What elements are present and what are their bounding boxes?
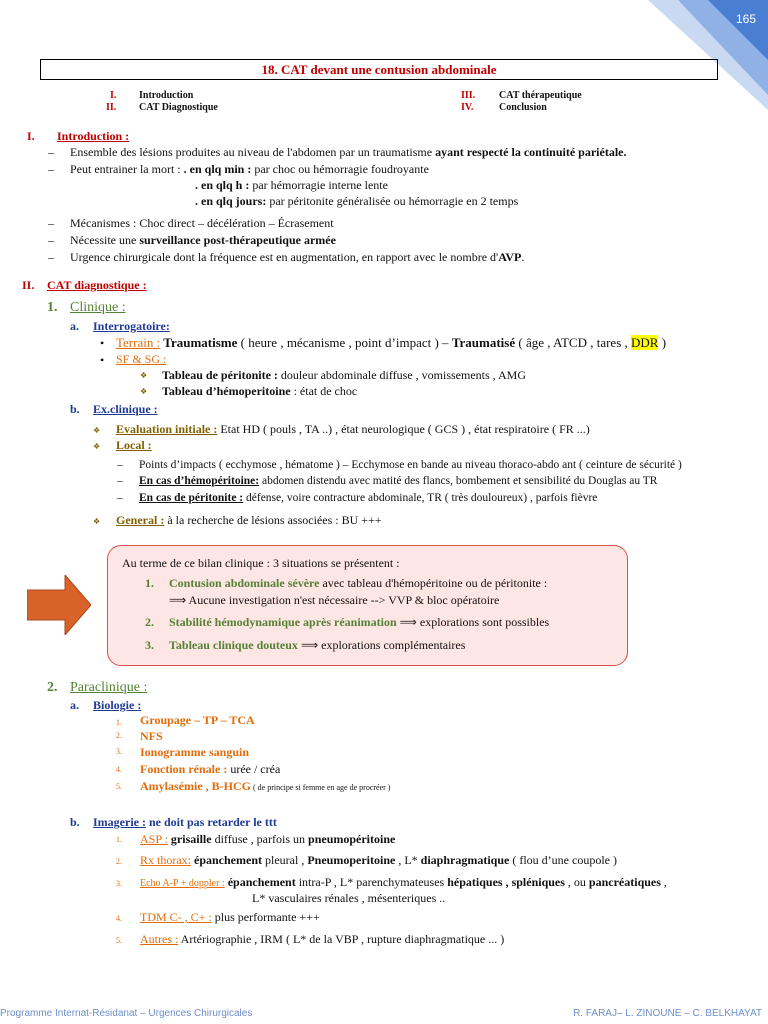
diamond-bullet-icon: ❖ — [93, 517, 101, 526]
local-item: – Points d’impacts ( ecchymose , hématome ) – Ecchymose en bande au niveau thoraco-abdo ant ( ceinture de sécurité ) — [139, 459, 682, 471]
list-num: 2. — [116, 731, 122, 740]
toc-item: Conclusion — [499, 102, 547, 113]
sfsg-label: SF & SG : — [116, 352, 167, 366]
intro-line: – Urgence chirurgicale dont la fréquence est en augmentation, en rapport avec le nombre d'AVP. — [70, 250, 524, 265]
imaging-item-continued: L* vasculaires rénales , mésenteriques .. — [252, 891, 446, 905]
toc-item: Introduction — [139, 90, 194, 101]
bio-item: Groupage – TP – TCA — [140, 713, 255, 727]
imaging-item: Rx thorax: épanchement pleural , Pneumoperitoine , L* diaphragmatique ( flou d’une coupole ) — [140, 853, 617, 867]
toc-num: I. — [110, 90, 117, 101]
bio-item: Amylasémie , B-HCG ( de principe si femme en age de procréer ) — [140, 779, 391, 793]
list-num: 5. — [116, 782, 122, 791]
page-title: 18. CAT devant une contusion abdominale — [40, 59, 718, 80]
item-letter: a. — [70, 698, 79, 712]
toc-num: II. — [106, 102, 117, 113]
callout-num: 1. — [145, 576, 154, 590]
sfsg-item: Tableau de péritonite : douleur abdominale diffuse , vomissements , AMG — [162, 368, 526, 382]
toc-item: CAT thérapeutique — [499, 90, 582, 101]
section-heading: CAT diagnostique : — [47, 278, 147, 292]
bio-item: NFS — [140, 729, 163, 743]
callout-num: 2. — [145, 615, 154, 629]
intro-line: – Peut entrainer la mort : . en qlq min : par choc ou hémorragie foudroyante — [70, 162, 429, 177]
diamond-bullet-icon: ❖ — [93, 426, 101, 435]
local-item: – En cas de péritonite : défense, voire contracture abdominale, TR ( très douloureux) , parfois fièvre — [139, 492, 597, 504]
callout-num: 3. — [145, 638, 154, 652]
item-letter: a. — [70, 319, 79, 333]
bullet-icon: • — [100, 353, 105, 367]
local-label: Local : — [116, 438, 152, 452]
subsection-heading: Paraclinique : — [70, 680, 148, 695]
page-number: 165 — [735, 12, 756, 26]
section-heading: Introduction : — [57, 129, 130, 143]
item-letter: b. — [70, 402, 80, 416]
section-num: I. — [27, 129, 35, 143]
list-num: 5. — [116, 936, 122, 945]
footer-left: Programme Internat-Résidanat – Urgences Chirurgicales — [0, 1008, 253, 1019]
footer-right: R. FARAJ– L. ZINOUNE – C. BELKHAYAT — [573, 1008, 762, 1019]
item-heading: Biologie : — [93, 698, 142, 712]
item-heading: Imagerie : ne doit pas retarder le ttt — [93, 815, 277, 829]
subsection-num: 1. — [47, 300, 58, 315]
sfsg-item: Tableau d’hémoperitoine : état de choc — [162, 384, 358, 398]
list-num: 1. — [116, 835, 122, 844]
right-arrow-icon — [27, 575, 91, 635]
eval-line: Evaluation initiale : Etat HD ( pouls , TA ..) , état neurologique ( GCS ) , état respiratoire ( FR ...) — [116, 422, 590, 436]
intro-line: – Mécanismes : Choc direct – décélération – Écrasement — [70, 216, 334, 231]
local-item: – En cas d’hémopéritoine: abdomen distendu avec matité des flancs, bombement et sensibilité du Douglas au TR — [139, 475, 657, 487]
diamond-bullet-icon: ❖ — [140, 387, 148, 396]
terrain-line: Terrain : Traumatisme ( heure , mécanisme , point d’impact ) – Traumatisé ( âge , ATCD , tares , DDR ) — [116, 335, 667, 350]
list-num: 4. — [116, 914, 122, 923]
item-letter: b. — [70, 815, 80, 829]
intro-line: . en qlq jours: par péritonite généralisée ou hémorragie en 2 temps — [195, 194, 519, 208]
callout-situation: Contusion abdominale sévère avec tableau d'hémopéritoine ou de péritonite : — [169, 576, 548, 590]
intro-line: – Nécessite une surveillance post-thérapeutique armée — [70, 233, 336, 248]
item-heading: Ex.clinique : — [93, 402, 158, 416]
bio-item: Fonction rénale : urée / créa — [140, 762, 281, 776]
bio-item: Ionogramme sanguin — [140, 745, 250, 759]
imaging-item: Echo A-P + doppler : épanchement intra-P , L* parenchymateuses hépatiques , spléniques , ou pancréatiques , — [140, 875, 667, 889]
list-num: 2. — [116, 857, 122, 866]
callout-detail: ⟹ Aucune investigation n'est nécessaire --> VVP & bloc opératoire — [169, 593, 500, 607]
list-num: 4. — [116, 765, 122, 774]
callout-situation: Stabilité hémodynamique après réanimation ⟹ explorations sont possibles — [169, 615, 550, 629]
general-line: General : à la recherche de lésions associées : BU +++ — [116, 513, 382, 527]
toc-item: CAT Diagnostique — [139, 102, 218, 113]
toc-num: III. — [461, 90, 476, 101]
imaging-item: ASP : grisaille diffuse , parfois un pneumopéritoine — [140, 832, 396, 846]
bullet-icon: • — [100, 336, 105, 350]
list-num: 3. — [116, 879, 122, 888]
imaging-item: TDM C- , C+ : plus performante +++ — [140, 910, 320, 924]
diamond-bullet-icon: ❖ — [93, 442, 101, 451]
list-num: 3. — [116, 747, 122, 756]
intro-line: . en qlq h : par hémorragie interne lente — [195, 178, 388, 192]
item-heading: Interrogatoire: — [93, 319, 170, 333]
list-item: 1. — [116, 718, 122, 727]
subsection-num: 2. — [47, 680, 58, 695]
imaging-item: Autres : Artériographie , IRM ( L* de la VBP , rupture diaphragmatique ... ) — [140, 932, 505, 946]
section-num: II. — [22, 278, 35, 292]
diamond-bullet-icon: ❖ — [140, 371, 148, 380]
callout-situation: Tableau clinique douteux ⟹ explorations complémentaires — [169, 638, 466, 652]
toc-num: IV. — [461, 102, 474, 113]
subsection-heading: Clinique : — [70, 300, 126, 315]
intro-line: – Ensemble des lésions produites au niveau de l'abdomen par un traumatisme ayant respecté la continuité pariétale. — [70, 145, 627, 160]
callout-intro: Au terme de ce bilan clinique : 3 situations se présentent : — [122, 556, 400, 570]
